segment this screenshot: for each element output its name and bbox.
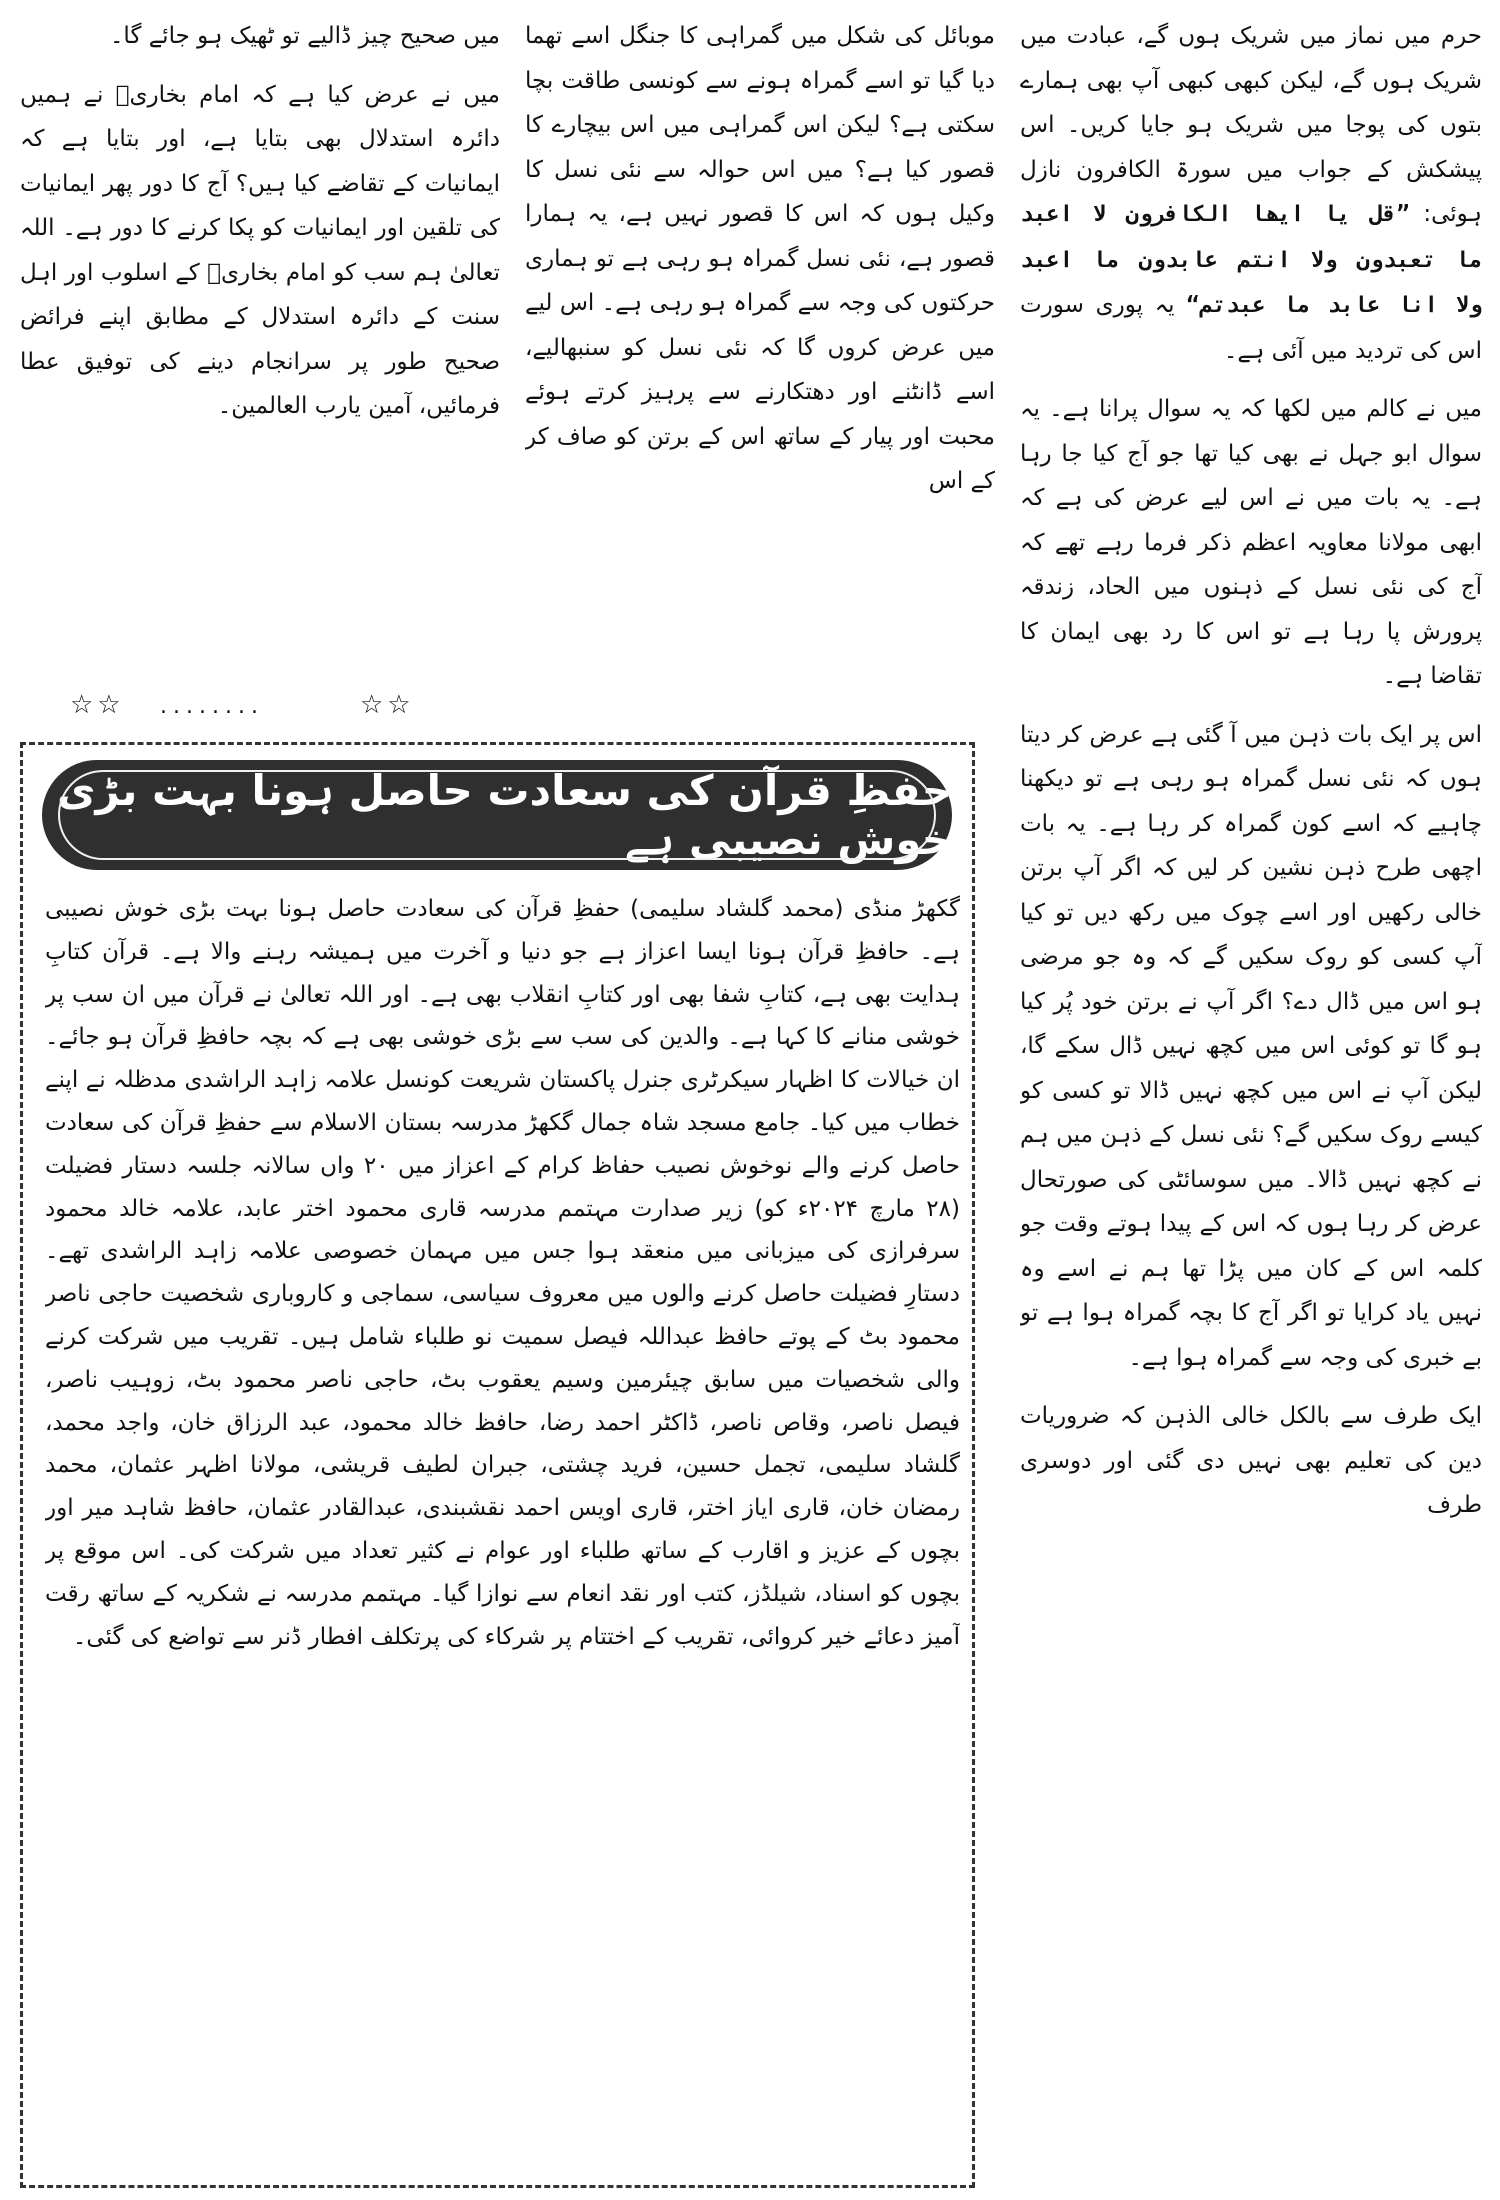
paragraph: اس پر ایک بات ذہن میں آ گئی ہے عرض کر دیتا ہوں کہ نئی نسل گمراہ ہو رہی ہے تو دیکھنا چاہیے کہ اسے کون گمراہ کر رہا ہے۔ یہ بات اچھی طرح ذہن نشین کر لیں کہ اگر آپ برتن خالی رکھیں اور اسے چوک میں رکھ دیں تو کیا آپ کسی کو روک سکیں گے کہ وہ جو مرضی ہو اس میں ڈال دے؟ اگر آپ نے برتن خود پُر کیا ہو گا تو کوئی اس میں کچھ نہیں ڈال سکے گا، لیکن آپ نے اس میں کچھ نہیں ڈالا تو کسی کو کیسے روک سکیں گے؟ نئی نسل کے ذہن میں ہم نے کچھ نہیں ڈالا۔ میں سوسائٹی کی صورتحال عرض کر رہا ہوں کہ اس کے پیدا ہوتے وقت جو کلمہ اس کے کان میں پڑا تھا ہم نے اسے وہ نہیں یاد کرایا تو اگر آج کا بچہ گمراہ ہوا ہے تو بے خبری کی وجہ سے گمراہ ہوا ہے۔ — [1020, 721, 1482, 1371]
left-column — [20, 14, 500, 674]
paragraph-text: یہ پوری سورت اس کی تردید میں آئی ہے۔ — [1020, 292, 1482, 364]
paragraph: میں صحیح چیز ڈالیے تو ٹھیک ہو جائے گا۔ — [109, 23, 500, 49]
paragraph: موبائل کی شکل میں گمراہی کا جنگل اسے تھما دیا گیا تو اسے گمراہ ہونے سے کونسی طاقت بچا سکتی ہے؟ لیکن اس گمراہی میں اس بیچارے کا قصور کیا ہے؟ میں اس حوالہ سے نئی نسل کا وکیل ہوں کہ اس کا قصور نہیں ہے، یہ ہمارا قصور ہے، نئی نسل گمراہ ہو رہی ہے تو ہماری حرکتوں کی وجہ سے گمراہ ہو رہی ہے۔ اس لیے میں عرض کروں گا کہ نئی نسل کو سنبھالیے، اسے ڈانٹنے اور دھتکارنے سے پرہیز کرتے ہوئے محبت اور پیار کے ساتھ اس کے برتن کو صاف کر کے اس — [525, 23, 995, 494]
paragraph-text: حرم میں نماز میں شریک ہوں گے، عبادت میں شریک ہوں گے، لیکن کبھی کبھی آپ بھی ہمارے بتوں کی پوجا میں شریک ہو جایا کریں۔ اس پیشکش کے جواب میں سورۃ الکافرون نازل ہوئی: — [1020, 23, 1482, 227]
star-separator: ☆☆ — [70, 690, 125, 720]
news-body: گکھڑ منڈی (محمد گلشاد سلیمی) حفظِ قرآن کی سعادت حاصل ہونا بہت بڑی خوش نصیبی ہے۔ حافظِ قرآن ہونا ایسا اعزاز ہے جو دنیا و آخرت میں ہمیشہ رہنے والا ہے۔ قرآن کتابِ ہدایت بھی ہے، کتابِ شفا بھی اور کتابِ انقلاب بھی ہے۔ اور اللہ تعالیٰ نے قرآن میں ان سب پر خوشی منانے کا کہا ہے۔ والدین کی سب سے بڑی خوشی بھی ہے کہ بچہ حافظِ قرآن ہو جائے۔ ان خیالات کا اظہار سیکرٹری جنرل پاکستان شریعت کونسل علامہ زاہد الراشدی مدظلہ نے اپنے خطاب میں کیا۔ جامع مسجد شاہ جمال گکھڑ مدرسہ بستان الاسلام سے حفظِ قرآن کی سعادت حاصل کرنے والے نوخوش نصیب حفاظ کرام کے اعزاز میں ۲۰ واں سالانہ جلسہ دستار فضیلت (۲۸ مارچ ۲۰۲۴ء کو) زیر صدارت مہتمم مدرسہ قاری محمود اختر عابد، علامہ خالد محمود سرفرازی کی میزبانی میں منعقد ہوا جس میں مہمان خصوصی علامہ زاہد الراشدی تھے۔ دستارِ فضیلت حاصل کرنے والوں میں معروف سیاسی، سماجی و کاروباری شخصیت حاجی ناصر محمود بٹ کے پوتے حافظ عبداللہ فیصل سمیت نو طلباء شامل ہیں۔ تقریب میں شرکت کرنے والی شخصیات میں سابق چیئرمین وسیم یعقوب بٹ، حاجی ناصر محمود بٹ، زوہیب ناصر، فیصل ناصر، وقاص ناصر، ڈاکٹر احمد رضا، حافظ خالد محمود، عبد الرزاق خان، واجد محمد، گلشاد سلیمی، تجمل حسین، فرید چشتی، جبران لطیف قریشی، مولانا اظہر عثمان، محمد رمضان خان، قاری ایاز اختر، قاری اویس احمد نقشبندی، عبدالقادر عثمان، حافظ شاہد میر اور بچوں کے عزیز و اقارب کے ساتھ طلباء اور عوام نے کثیر تعداد میں شرکت کی۔ اس موقع پر بچوں کو اسناد، شیلڈز، کتب اور نقد انعام سے نوازا گیا۔ مہتمم مدرسہ نے شکریہ کے ساتھ رقت آمیز دعائے خیر کروائی، تقریب کے اختتام پر شرکاء کی پرتکلف افطار ڈنر سے تواضع کی گئی۔ — [45, 896, 960, 1650]
right-column — [1020, 14, 1482, 2190]
star-separator: ☆☆ — [360, 690, 415, 720]
news-article — [45, 888, 960, 2168]
news-headline: حفظِ قرآن کی سعادت حاصل ہونا بہت بڑی خوش نصیبی ہے — [57, 766, 952, 864]
quran-verse: ”قل یا ایھا الکافرون لا اعبد ما تعبدون ولا انتم عابدون ما اعبد ولا انا عابد ما عبدتم“ — [1020, 202, 1482, 318]
dotted-separator: ........ — [160, 694, 264, 719]
paragraph: میں نے کالم میں لکھا کہ یہ سوال پرانا ہے۔ یہ سوال ابو جہل نے بھی کیا تھا جو آج کیا جا رہا ہے۔ یہ بات میں نے اس لیے عرض کی ہے کہ ابھی مولانا معاویہ اعظم ذکر فرما رہے تھے کہ آج کی نئی نسل کے ذہنوں میں الحاد، زندقہ پرورش پا رہا ہے تو اس کا رد بھی ایمان کا تقاضا ہے۔ — [1020, 396, 1482, 689]
paragraph: میں نے عرض کیا ہے کہ امام بخاریؒ نے ہمیں دائرہ استدلال بھی بتایا ہے، اور بتایا ہے کہ ایمانیات کے تقاضے کیا ہیں؟ آج کا دور پھر ایمانیات کی تلقین اور ایمانیات کو پکا کرنے کا دور ہے۔ اللہ تعالیٰ ہم سب کو امام بخاریؒ کے اسلوب اور اہل سنت کے دائرہ استدلال کے مطابق اپنے فرائض صحیح طور پر سرانجام دینے کی توفیق عطا فرمائیں، آمین یارب العالمین۔ — [20, 81, 500, 419]
paragraph — [1020, 14, 1482, 373]
paragraph: ایک طرف سے بالکل خالی الذہن کہ ضروریات دین کی تعلیم بھی نہیں دی گئی اور دوسری طرف — [1020, 1403, 1482, 1518]
middle-column — [525, 14, 995, 734]
news-headline-banner — [42, 760, 952, 870]
